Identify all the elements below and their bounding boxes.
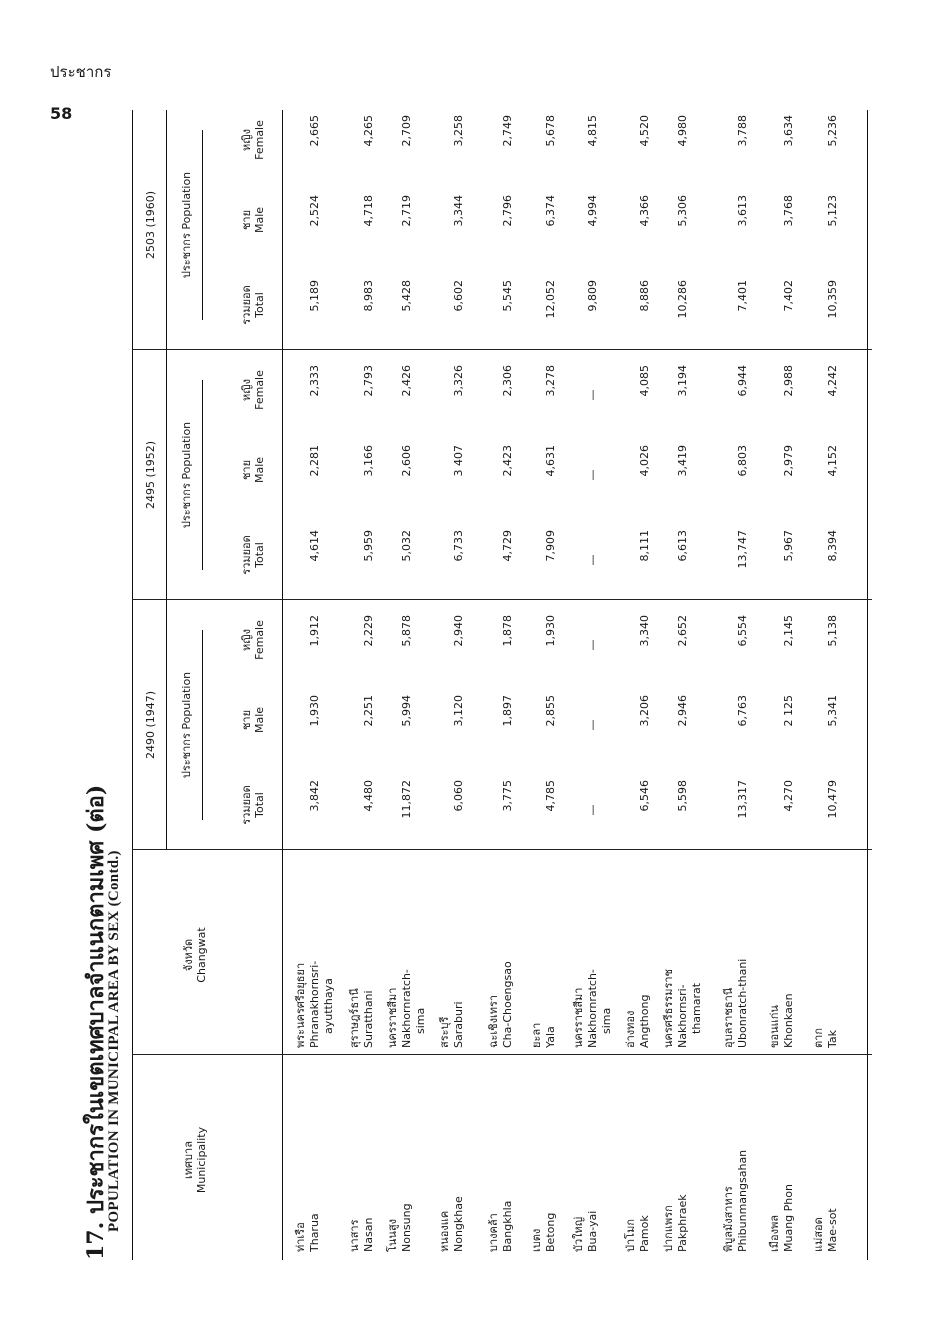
municipality-name-thai: เมืองพล — [768, 1215, 781, 1252]
male-value: 3,344 — [452, 195, 465, 227]
changwat-name-english: Khonkaen — [782, 993, 795, 1048]
female-value: 5,678 — [544, 115, 557, 147]
municipality-name-english: Nasan — [362, 1217, 375, 1252]
female-value: 2,333 — [308, 365, 321, 397]
municipality-header — [182, 1060, 208, 1260]
female-value: 3,278 — [544, 365, 557, 397]
municipality-name-english: Nonsung — [400, 1203, 413, 1252]
year-header: 2490 (1947) — [144, 690, 157, 760]
male-value: 2,251 — [362, 695, 375, 727]
total-value: 4,785 — [544, 780, 557, 812]
col-divider-1947 — [132, 849, 872, 850]
female-value: 2,426 — [400, 365, 413, 397]
total-header-thai: รวมยอด — [240, 785, 253, 825]
total-value: 6,613 — [676, 530, 689, 562]
male-value: 4,718 — [362, 195, 375, 227]
changwat-name-english: Nakhornsri- — [676, 984, 689, 1048]
municipality-name-english: Phibunmangsahan — [736, 1149, 749, 1252]
municipality-name-english: Tharua — [308, 1213, 321, 1252]
female-value: 2,652 — [676, 615, 689, 647]
total-header-english: Total — [253, 292, 266, 318]
total-header-thai: รวมยอด — [240, 285, 253, 325]
municipality-name-english: Muang Phon — [782, 1184, 795, 1252]
table-title-english — [106, 850, 123, 1232]
male-value: 4,026 — [638, 445, 651, 477]
total-value: 5,428 — [400, 280, 413, 312]
male-value: 2 125 — [782, 695, 795, 727]
female-value: 2,306 — [501, 365, 514, 397]
total-value: 5,545 — [501, 280, 514, 312]
male-value: 3,613 — [736, 195, 749, 227]
changwat-name-english: Cha-Choengsao — [501, 961, 514, 1048]
municipality-name-thai: พิบูลมังสาหาร — [722, 1186, 735, 1252]
female-header-thai: หญิง — [240, 129, 253, 151]
female-header — [240, 105, 266, 175]
changwat-name-thai: ตาก — [812, 1028, 825, 1048]
population-header: ประชากร Population — [180, 171, 193, 279]
col-divider-1960 — [132, 349, 872, 350]
male-value: 4,631 — [544, 445, 557, 477]
total-value: 6,546 — [638, 780, 651, 812]
municipality-name-english: Pakphraek — [676, 1194, 689, 1252]
male-header-english: Male — [253, 206, 266, 234]
female-value: 3,788 — [736, 115, 749, 147]
male-value: 2,719 — [400, 195, 413, 227]
total-header — [240, 520, 266, 590]
total-value: 13,747 — [736, 530, 749, 569]
population-header: ประชากร Population — [180, 421, 193, 529]
col-divider-changwat — [132, 1054, 872, 1055]
changwat-name-thai: ยะลา — [530, 1022, 543, 1048]
female-value: — — [586, 639, 599, 651]
page-number: 58 — [50, 104, 73, 123]
male-value: 2,796 — [501, 195, 514, 227]
female-value: 5,236 — [826, 115, 839, 147]
female-value: 4,242 — [826, 365, 839, 397]
municipality-name-thai: แม่สอด — [812, 1217, 825, 1252]
male-value: 2,524 — [308, 195, 321, 227]
section-name: ประชากร — [50, 63, 112, 81]
municipality-name-english: Bua-yai — [586, 1210, 599, 1252]
total-value: 6,060 — [452, 780, 465, 812]
total-value: — — [586, 804, 599, 816]
total-value: 7,401 — [736, 280, 749, 312]
male-value: 2,855 — [544, 695, 557, 727]
female-value: 1,930 — [544, 615, 557, 647]
municipality-name-thai: ปากแพรก — [662, 1205, 675, 1252]
changwat-name-thai: ขอนแก่น — [768, 1005, 781, 1048]
changwat-name-english-cont: thamarat — [690, 982, 703, 1034]
total-value: 6,602 — [452, 280, 465, 312]
total-value: 6,733 — [452, 530, 465, 562]
total-value: 3,775 — [501, 780, 514, 812]
rotated-table-block — [70, 110, 910, 1260]
male-value: 3,120 — [452, 695, 465, 727]
changwat-name-english-cont: ayutthaya — [322, 978, 335, 1034]
title-english-suffix: (Contd.) — [106, 850, 122, 907]
total-value: 8,394 — [826, 530, 839, 562]
female-header-thai: หญิง — [240, 629, 253, 651]
female-value: 3,634 — [782, 115, 795, 147]
female-value: 4,815 — [586, 115, 599, 147]
female-value: 3,194 — [676, 365, 689, 397]
pop-rule-1960 — [202, 130, 203, 320]
male-value: 2,946 — [676, 695, 689, 727]
female-header-english: Female — [253, 370, 266, 410]
female-value: 4,980 — [676, 115, 689, 147]
changwat-name-english: Nakhornratch- — [400, 969, 413, 1048]
municipality-header-english: Municipality — [195, 1126, 208, 1194]
female-value: 3,258 — [452, 115, 465, 147]
male-value: 3,206 — [638, 695, 651, 727]
municipality-name-thai: ท่าเรือ — [294, 1222, 307, 1252]
male-value: 1,897 — [501, 695, 514, 727]
female-value: 2,988 — [782, 365, 795, 397]
changwat-name-english: Suratthani — [362, 990, 375, 1048]
changwat-header-thai: จังหวัด — [182, 938, 195, 972]
female-header — [240, 355, 266, 425]
municipality-name-thai: หนองแค — [438, 1210, 451, 1252]
year-header: 2495 (1952) — [144, 440, 157, 510]
total-value: 8,886 — [638, 280, 651, 312]
male-header — [240, 685, 266, 755]
male-value: 3,768 — [782, 195, 795, 227]
male-header-english: Male — [253, 456, 266, 484]
changwat-name-english: Saraburi — [452, 1001, 465, 1048]
total-header-thai: รวมยอด — [240, 535, 253, 575]
male-value: 2,606 — [400, 445, 413, 477]
female-value: 4,265 — [362, 115, 375, 147]
changwat-name-english: Nakhornratch- — [586, 969, 599, 1048]
changwat-name-thai: นครศรีธรรมราช — [662, 968, 675, 1048]
male-value: 6,803 — [736, 445, 749, 477]
male-value: 5,994 — [400, 695, 413, 727]
title-thai-suffix: (ต่อ) — [83, 784, 109, 834]
male-value: 6,374 — [544, 195, 557, 227]
table-number: 17. — [83, 1221, 109, 1260]
male-value: 3,166 — [362, 445, 375, 477]
total-header — [240, 770, 266, 840]
female-value: 3,326 — [452, 365, 465, 397]
female-value: 4,085 — [638, 365, 651, 397]
male-header — [240, 435, 266, 505]
female-value: 2,749 — [501, 115, 514, 147]
total-value: 8,983 — [362, 280, 375, 312]
header-bottom-rule — [282, 110, 283, 1260]
municipality-name-thai: บัวใหญ่ — [572, 1216, 585, 1252]
female-value: 1,912 — [308, 615, 321, 647]
municipality-name-english: Pamok — [638, 1215, 651, 1252]
col-divider-1952 — [132, 599, 872, 600]
year-rule — [166, 110, 167, 850]
year-header: 2503 (1960) — [144, 190, 157, 260]
female-value: 2,145 — [782, 615, 795, 647]
municipality-name-thai: นาสาร — [348, 1219, 361, 1252]
municipality-name-english: Bangkhla — [501, 1200, 514, 1252]
changwat-name-thai: สุราษฎร์ธานี — [348, 988, 361, 1048]
total-value: 4,480 — [362, 780, 375, 812]
female-header-english: Female — [253, 120, 266, 160]
female-value: 4,520 — [638, 115, 651, 147]
changwat-name-english-cont: sima — [600, 1007, 613, 1034]
male-value: 4,366 — [638, 195, 651, 227]
total-value: 3,842 — [308, 780, 321, 812]
male-value: 4,152 — [826, 445, 839, 477]
table-top-rule — [132, 110, 133, 1260]
changwat-name-english: Ubonratch-thani — [736, 958, 749, 1048]
male-value: 3 407 — [452, 445, 465, 477]
population-table — [132, 110, 872, 1260]
municipality-name-english: Nongkhae — [452, 1196, 465, 1252]
male-value: — — [586, 719, 599, 731]
female-value: 6,554 — [736, 615, 749, 647]
municipality-name-thai: โนนสูง — [386, 1218, 399, 1252]
female-value: 2,793 — [362, 365, 375, 397]
male-value: 5,123 — [826, 195, 839, 227]
changwat-name-thai: พระนครศรีอยุธยา — [294, 962, 307, 1048]
total-header-english: Total — [253, 542, 266, 568]
total-value: 4,729 — [501, 530, 514, 562]
changwat-name-english: Yala — [544, 1026, 557, 1048]
female-value: 2,940 — [452, 615, 465, 647]
total-value: 7,909 — [544, 530, 557, 562]
male-value: 3,419 — [676, 445, 689, 477]
total-value: — — [586, 554, 599, 566]
female-value: 2,709 — [400, 115, 413, 147]
total-value: 4,270 — [782, 780, 795, 812]
male-value: 2,979 — [782, 445, 795, 477]
changwat-name-english: Tak — [826, 1029, 839, 1048]
male-value: 1,930 — [308, 695, 321, 727]
total-value: 10,359 — [826, 280, 839, 319]
total-value: 5,967 — [782, 530, 795, 562]
female-value: 3,340 — [638, 615, 651, 647]
female-value: 6,944 — [736, 365, 749, 397]
female-value: — — [586, 389, 599, 401]
female-header — [240, 605, 266, 675]
changwat-name-thai: นครราชสีมา — [386, 987, 399, 1048]
female-value: 5,138 — [826, 615, 839, 647]
municipality-name-thai: เบตง — [530, 1228, 543, 1252]
pop-rule-1952 — [202, 380, 203, 570]
total-value: 5,598 — [676, 780, 689, 812]
changwat-name-english: Angthong — [638, 994, 651, 1048]
municipality-name-english: Betong — [544, 1212, 557, 1252]
male-value: 5,341 — [826, 695, 839, 727]
changwat-header-english: Changwat — [195, 927, 208, 983]
title-english-text: POPULATION IN MUNICIPAL AREA BY SEX — [106, 910, 122, 1232]
male-value: 2,423 — [501, 445, 514, 477]
title-thai-text: ประชากรในเขตเทศบาลจำแนกตามเพศ — [83, 840, 109, 1215]
female-value: 5,878 — [400, 615, 413, 647]
total-value: 10,286 — [676, 280, 689, 319]
municipality-header-thai: เทศบาล — [182, 1141, 195, 1179]
pop-rule-1947 — [202, 630, 203, 820]
municipality-name-english: Mae-sot — [826, 1208, 839, 1252]
changwat-name-thai: สระบุรี — [438, 1016, 451, 1048]
municipality-name-thai: ป่าโมก — [624, 1219, 637, 1252]
total-value: 8,111 — [638, 530, 651, 562]
male-header-thai: ชาย — [240, 709, 253, 731]
total-value: 12,052 — [544, 280, 557, 319]
total-value: 13,317 — [736, 780, 749, 819]
male-value: 5,306 — [676, 195, 689, 227]
total-header — [240, 270, 266, 340]
total-value: 5,959 — [362, 530, 375, 562]
male-header — [240, 185, 266, 255]
total-value: 11,872 — [400, 780, 413, 819]
male-value: 6,763 — [736, 695, 749, 727]
male-header-thai: ชาย — [240, 459, 253, 481]
female-value: 1,878 — [501, 615, 514, 647]
changwat-name-thai: อุบลราชธานี — [722, 987, 735, 1048]
male-value: 2,281 — [308, 445, 321, 477]
total-value: 5,189 — [308, 280, 321, 312]
total-value: 7,402 — [782, 280, 795, 312]
changwat-name-thai: ฉะเชิงเทรา — [487, 994, 500, 1048]
total-value: 5,032 — [400, 530, 413, 562]
female-value: 2,665 — [308, 115, 321, 147]
changwat-header — [182, 855, 208, 1055]
changwat-name-english: Phranakhornsri- — [308, 960, 321, 1048]
female-header-english: Female — [253, 620, 266, 660]
total-value: 4,614 — [308, 530, 321, 562]
female-value: 2,229 — [362, 615, 375, 647]
total-value: 10,479 — [826, 780, 839, 819]
population-header: ประชากร Population — [180, 671, 193, 779]
table-bottom-rule — [867, 110, 868, 1260]
total-value: 9,809 — [586, 280, 599, 312]
changwat-name-english-cont: sima — [414, 1007, 427, 1034]
female-header-thai: หญิง — [240, 379, 253, 401]
changwat-name-thai: นครราชสีมา — [572, 987, 585, 1048]
municipality-name-thai: บางคล้า — [487, 1213, 500, 1252]
male-value: 4,994 — [586, 195, 599, 227]
changwat-name-thai: อ่างทอง — [624, 1010, 637, 1048]
total-header-english: Total — [253, 792, 266, 818]
male-value: — — [586, 469, 599, 481]
male-header-english: Male — [253, 706, 266, 734]
male-header-thai: ชาย — [240, 209, 253, 231]
